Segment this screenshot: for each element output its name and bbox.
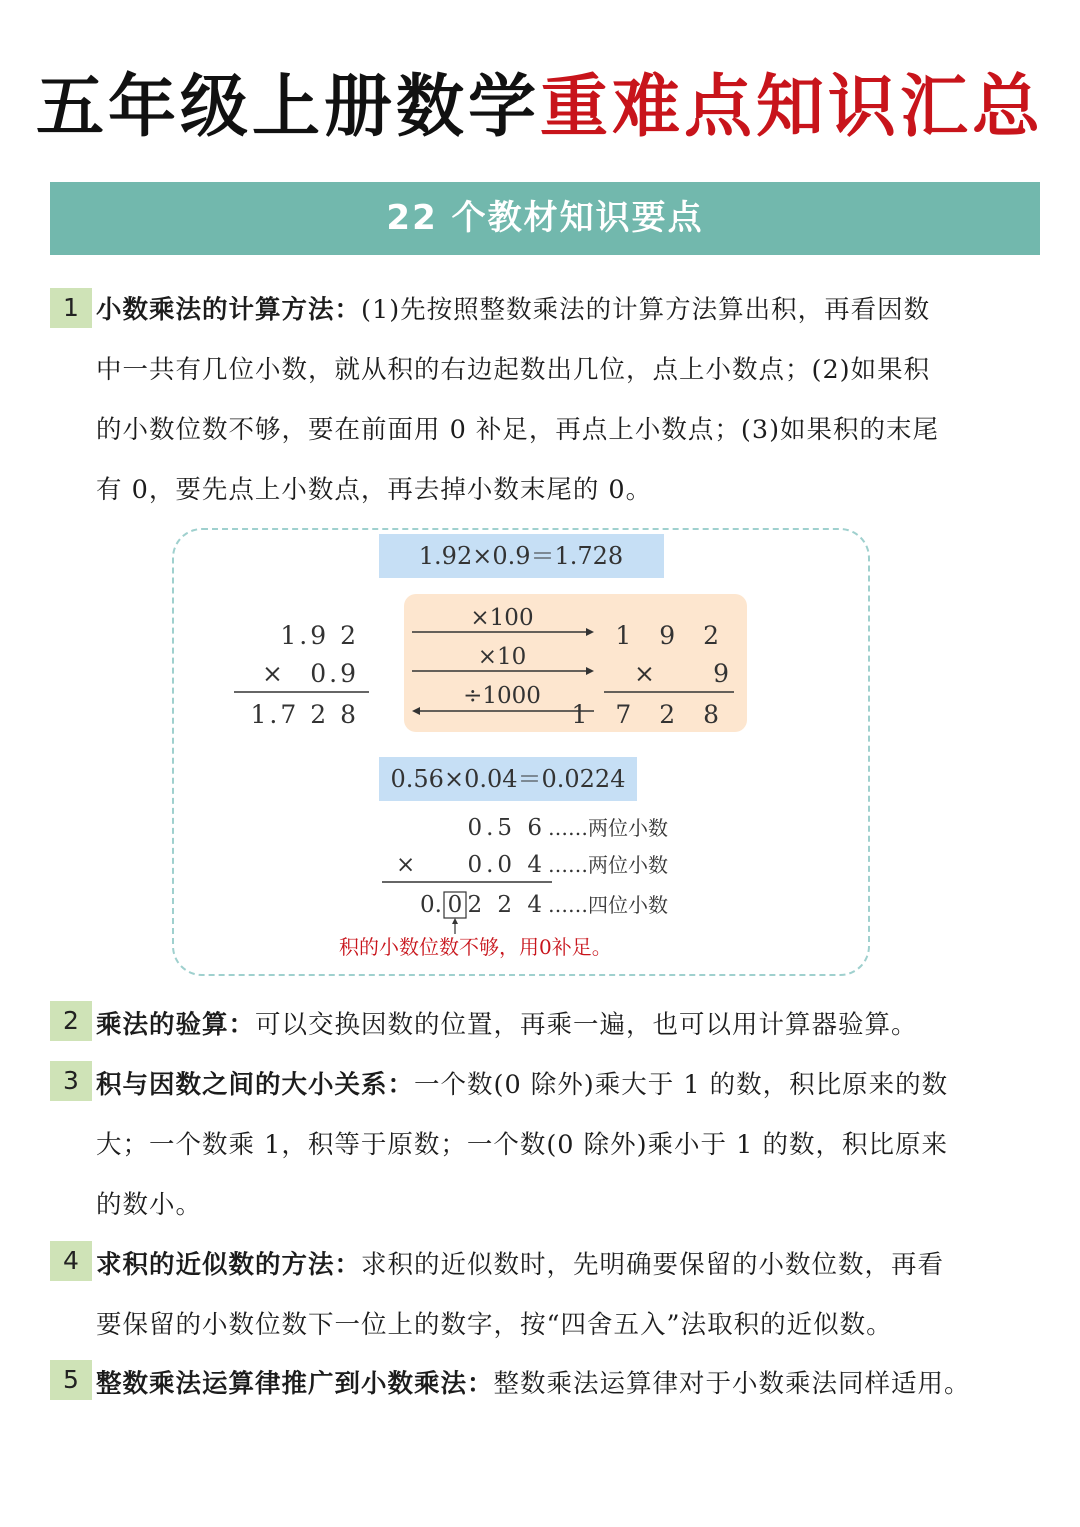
calc2-note3: ……四位小数 bbox=[548, 893, 668, 917]
item-number-badge: 2 bbox=[50, 1001, 92, 1041]
page-title bbox=[0, 68, 1080, 148]
left-calc-mul: × bbox=[262, 659, 283, 688]
item-heading: 小数乘法的计算方法： bbox=[96, 295, 362, 325]
item-heading: 求积的近似数的方法： bbox=[96, 1250, 362, 1280]
right-calc-bottom: 9 bbox=[713, 659, 729, 688]
calc2-result-int: 0. bbox=[420, 892, 442, 918]
item-text bbox=[96, 1235, 1040, 1355]
item-line: 的小数位数不够，要在前面用 0 补足，再点上小数点；(3)如果积的末尾 bbox=[96, 415, 940, 445]
calc2-result-rest: 2 2 4 bbox=[467, 892, 546, 918]
knowledge-item-3 bbox=[50, 1055, 1040, 1235]
knowledge-item-1 bbox=[50, 280, 1040, 520]
knowledge-item-2 bbox=[50, 995, 1040, 1055]
item-line: 可以交换因数的位置，再乘一遍，也可以用计算器验算。 bbox=[255, 1010, 918, 1040]
equation-1: 1.92×0.9＝1.728 bbox=[418, 542, 624, 570]
item-line: (1)先按照整数乘法的计算方法算出积，再看因数 bbox=[361, 295, 931, 325]
item-line: 中一共有几位小数，就从积的右边起数出几位，点上小数点；(2)如果积 bbox=[96, 355, 931, 385]
op-times-10: ×10 bbox=[477, 644, 527, 670]
calc2-note2: ……两位小数 bbox=[548, 853, 668, 877]
item-line: 要保留的小数位数下一位上的数字，按“四舍五入”法取积的近似数。 bbox=[96, 1310, 893, 1340]
item-line: 的数小。 bbox=[96, 1190, 203, 1220]
knowledge-item-4 bbox=[50, 1235, 1040, 1355]
calc2-note1: ……两位小数 bbox=[548, 816, 668, 840]
calc2-mul: × bbox=[396, 852, 416, 878]
item-line: 大；一个数乘 1，积等于原数；一个数(0 除外)乘小于 1 的数，积比原来 bbox=[96, 1130, 948, 1160]
calc2-row2: 0.0 4 bbox=[467, 852, 546, 878]
section-banner: 22 个教材知识要点 bbox=[50, 182, 1040, 255]
item-text bbox=[96, 1055, 1040, 1235]
item-heading: 积与因数之间的大小关系： bbox=[96, 1070, 415, 1100]
title-part-black: 五年级上册数学 bbox=[35, 68, 540, 147]
item-number-badge: 1 bbox=[50, 288, 92, 328]
item-number-badge: 5 bbox=[50, 1360, 92, 1400]
op-times-100: ×100 bbox=[470, 605, 534, 631]
item-number-badge: 3 bbox=[50, 1061, 92, 1101]
item-line: 整数乘法运算律对于小数乘法同样适用。 bbox=[493, 1369, 971, 1399]
item-line: 求积的近似数时，先明确要保留的小数位数，再看 bbox=[361, 1250, 945, 1280]
item-number-badge: 4 bbox=[50, 1241, 92, 1281]
figure-svg bbox=[174, 530, 872, 978]
knowledge-item-5 bbox=[50, 1354, 1040, 1414]
left-calc-top: 1.9 2 bbox=[280, 621, 359, 650]
example-figure bbox=[172, 528, 870, 976]
title-part-red: 重难点知识汇总 bbox=[540, 68, 1045, 147]
item-line: 有 0，要先点上小数点，再去掉小数末尾的 0。 bbox=[96, 475, 653, 505]
pointer-head bbox=[452, 918, 458, 924]
item-text bbox=[96, 280, 1040, 520]
right-calc-mul: × bbox=[634, 659, 655, 688]
item-text bbox=[96, 995, 1040, 1055]
equation-2: 0.56×0.04＝0.0224 bbox=[390, 765, 626, 793]
item-line: 一个数(0 除外)乘大于 1 的数，积比原来的数 bbox=[414, 1070, 949, 1100]
right-calc-top: 1 9 2 bbox=[615, 621, 729, 650]
item-heading: 整数乘法运算律推广到小数乘法： bbox=[96, 1369, 494, 1399]
item-text bbox=[96, 1354, 1040, 1414]
op-divide-1000: ÷1000 bbox=[463, 683, 541, 709]
calc2-row1: 0.5 6 bbox=[467, 815, 546, 841]
right-calc-result: 1 7 2 8 bbox=[571, 700, 729, 729]
left-calc-bottom: 0.9 bbox=[310, 659, 359, 688]
left-calc-result: 1.7 2 8 bbox=[250, 700, 359, 729]
calc2-result-zero: 0 bbox=[447, 892, 463, 918]
figure-caption: 积的小数位数不够，用0补足。 bbox=[339, 935, 612, 959]
item-heading: 乘法的验算： bbox=[96, 1010, 256, 1040]
